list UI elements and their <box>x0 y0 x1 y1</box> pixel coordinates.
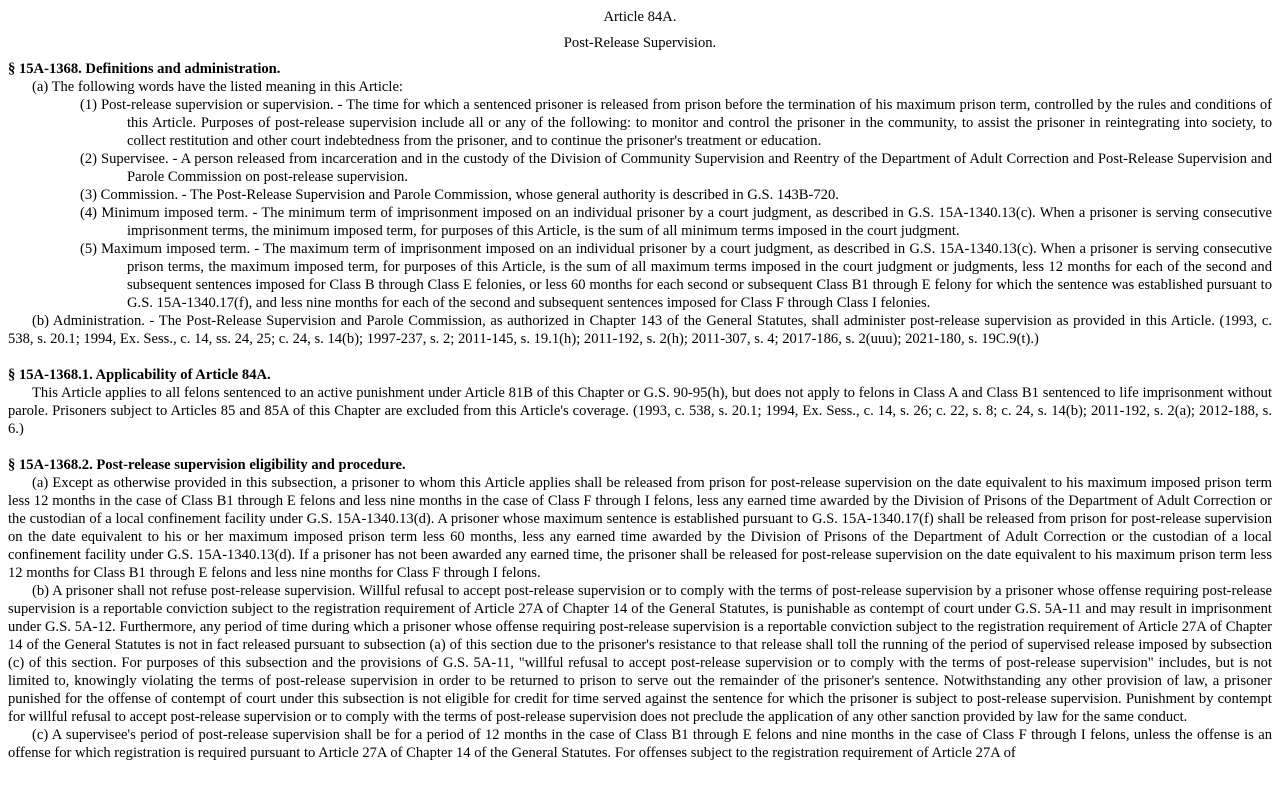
section-paragraph: (c) A supervisee's period of post-release supervision shall be for a period of 12 months in the case of Class B1 through E felons and nine months in the case of Class F through I felons, unless the offense is an offense for which registration is required pursuant to Article 27A of Chapter 14 of the General Statutes. For offenses subject to the registration requirement of Article 27A of <box>8 727 1272 761</box>
section-closing-paragraph: (b) Administration. - The Post-Release Supervision and Parole Commission, as authorized in Chapter 143 of the General Statutes, shall administer post-release supervision as provided in this Article. (1993, c. 538, s. 20.1; 1994, Ex. Sess., c. 14, ss. 24, 25; c. 24, s. 14(b); 1997-237, s. 2; 2011-145, s. 19.1(h); 2011-192, s. 2(h); 2011-307, s. 4; 2017-186, s. 2(uuu); 2021-180, s. 19C.9(t).) <box>8 313 1272 347</box>
article-title: Article 84A. <box>603 9 677 25</box>
section-intro: (a) The following words have the listed meaning in this Article: <box>32 79 403 95</box>
section-15a-1368 <box>8 60 1272 348</box>
section-heading: § 15A-1368.1. Applicability of Article 84A. <box>8 367 271 383</box>
section-15a-1368-1 <box>8 366 1272 438</box>
article-subtitle: Post-Release Supervision. <box>563 35 717 51</box>
section-heading: § 15A-1368. Definitions and administration. <box>8 61 281 77</box>
section-paragraph: This Article applies to all felons sentenced to an active punishment under Article 81B of this Chapter or G.S. 90-95(h), but does not apply to felons in Class A and Class B1 sentenced to life imprisonment without parole. Prisoners subject to Articles 85 and 85A of this Chapter are excluded from this Article's coverage. (1993, c. 538, s. 20.1; 1994, Ex. Sess., c. 14, s. 26; c. 22, s. 8; c. 24, s. 14(b); 2011-192, s. 2(a); 2012-188, s. 6.) <box>8 385 1272 437</box>
section-15a-1368-2 <box>8 456 1272 762</box>
definition-item: (1) Post-release supervision or supervision. - The time for which a sentenced prisoner is released from prison before the termination of his maximum prison term, controlled by the rules and conditions of this Article. Purposes of post-release supervision include all or any of the following: to monitor and control the prisoner in the community, to assist the prisoner in reintegrating into society, to collect restitution and other court indebtedness from the prisoner, and to continue the prisoner's treatment or education. <box>80 97 1272 149</box>
definition-item: (3) Commission. - The Post-Release Supervision and Parole Commission, whose general authority is described in G.S. 143B-720. <box>80 187 839 203</box>
section-heading: § 15A-1368.2. Post-release supervision eligibility and procedure. <box>8 457 406 473</box>
section-paragraph: (a) Except as otherwise provided in this subsection, a prisoner to whom this Article applies shall be released from prison for post-release supervision on the date equivalent to his maximum imposed prison term less 12 months in the case of Class B1 through E felons and less nine months in the case of Class F through I felons, less any earned time awarded by the Division of Prisons of the Department of Adult Correction or the custodian of a local confinement facility under G.S. 15A-1340.13(d). A prisoner whose maximum sentence is established pursuant to G.S. 15A-1340.17(f) shall be released from prison for post-release supervision on the date equivalent to his or her maximum imposed prison term less 60 months, less any earned time awarded by the Division of Prisons of the Department of Adult Correction or the custodian of a local confinement facility under G.S. 15A-1340.13(d). If a prisoner has not been awarded any earned time, the prisoner shall be released for post-release supervision on the date equivalent to his maximum prison term less 12 months for Class B1 through E felons and less nine months for Class F through I felons. <box>8 475 1272 581</box>
definition-item: (4) Minimum imposed term. - The minimum term of imprisonment imposed on an individual prisoner by a court judgment, as described in G.S. 15A-1340.13(c). When a prisoner is serving consecutive imprisonment terms, the minimum imposed term, for purposes of this Article, is the sum of all minimum terms imposed in the court judgment. <box>80 205 1272 239</box>
definition-item: (2) Supervisee. - A person released from incarceration and in the custody of the Division of Community Supervision and Reentry of the Department of Adult Correction and Post-Release Supervision and Parole Commission on post-release supervision. <box>80 151 1272 185</box>
definition-item: (5) Maximum imposed term. - The maximum term of imprisonment imposed on an individual prisoner by a court judgment, as described in G.S. 15A-1340.13(c). When a prisoner is serving consecutive prison terms, the maximum imposed term, for purposes of this Article, is the sum of all maximum terms imposed in the court judgment or judgments, less 12 months for each of the second and subsequent sentences imposed for Class B through Class E felonies, or less 60 months for each second or subsequent Class B1 through E felony for which the sentence was established pursuant to G.S. 15A-1340.17(f), and less nine months for each of the second and subsequent sentences imposed for Class F through Class I felonies. <box>80 241 1272 311</box>
section-paragraph: (b) A prisoner shall not refuse post-release supervision. Willful refusal to accept post-release supervision or to comply with the terms of post-release supervision by a prisoner whose offense requiring post-release supervision is a reportable conviction subject to the registration requirement of Article 27A of Chapter 14 of the General Statutes, is punishable as contempt of court under G.S. 5A-11 and may result in imprisonment under G.S. 5A-12. Furthermore, any period of time during which a prisoner whose offense requiring post-release supervision is a reportable conviction subject to the registration requirement of Article 27A of Chapter 14 of the General Statutes is not in fact released pursuant to subsection (a) of this section due to the prisoner's resistance to that release shall toll the running of the period of supervised release imposed by subsection (c) of this section. For purposes of this subsection and the provisions of G.S. 5A-11, "willful refusal to accept post-release supervision or to comply with the terms of post-release supervision" includes, but is not limited to, knowingly violating the terms of post-release supervision in order to be returned to prison to serve out the remainder of the prisoner's sentence. Notwithstanding any other provision of law, a prisoner punished for the offense of contempt of court under this subsection is not eligible for credit for time served against the sentence for which the prisoner is subject to post-release supervision. Punishment by contempt for willful refusal to accept post-release supervision or to comply with the terms of post-release supervision does not preclude the application of any other sanction provided by law for the same conduct. <box>8 583 1272 725</box>
